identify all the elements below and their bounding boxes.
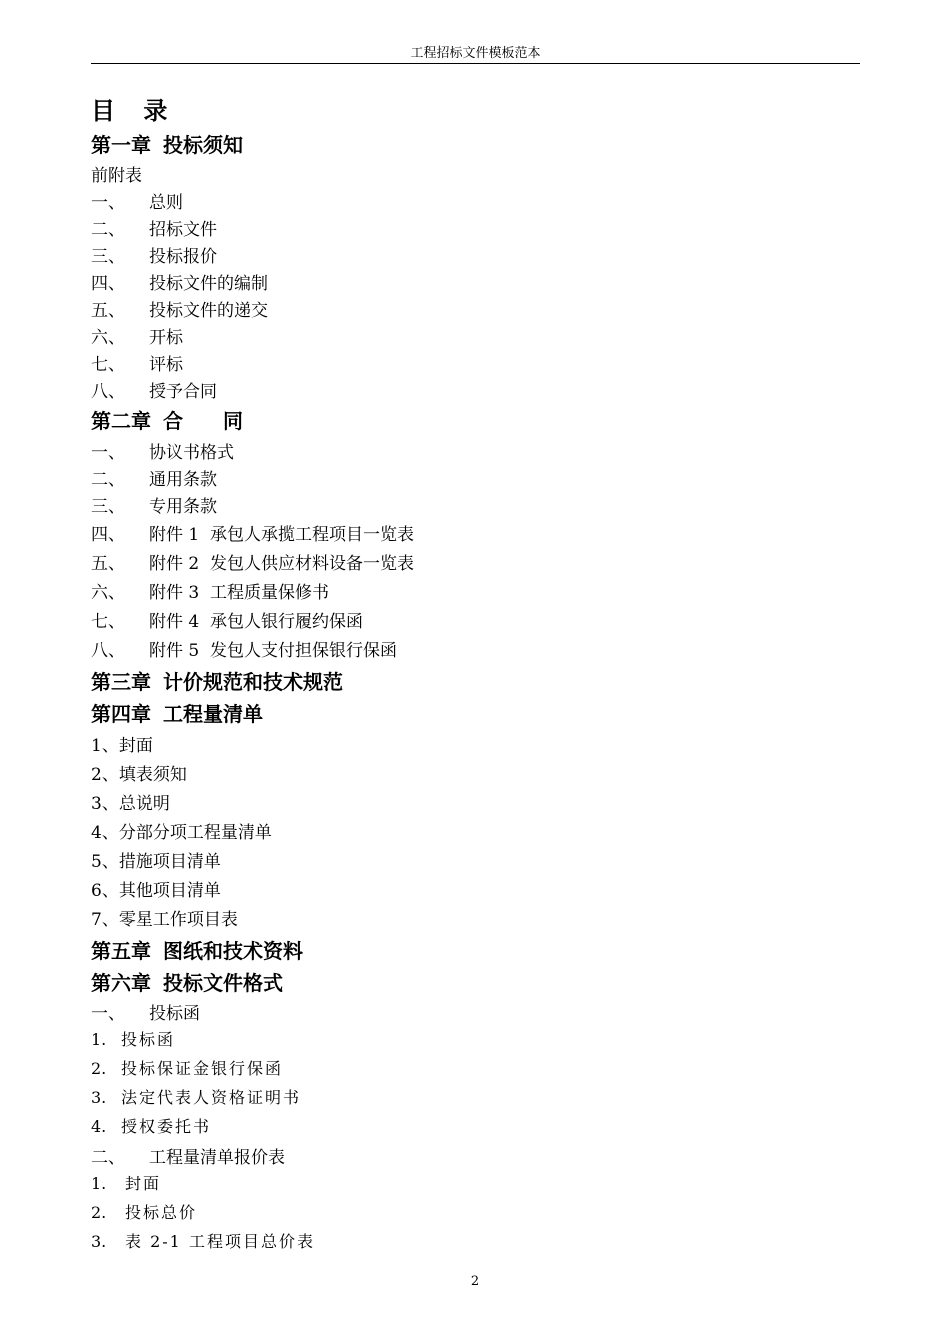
toc-item[interactable]: 7、零星工作项目表 (91, 910, 238, 930)
toc-subitem[interactable]: 3. 表 2-1 工程项目总价表 (91, 1232, 315, 1251)
page-header-title: 工程招标文件模板范本 (410, 46, 541, 61)
toc-item[interactable]: 四、 投标文件的编制 (91, 274, 268, 294)
toc-item[interactable]: 七、 评标 (91, 355, 183, 375)
toc-item[interactable]: 三、 投标报价 (91, 247, 217, 267)
toc-item[interactable]: 3、总说明 (91, 794, 170, 814)
toc-chapter-5[interactable] (91, 935, 303, 964)
toc-subitem[interactable]: 2. 投标总价 (91, 1203, 198, 1222)
chapter-label: 合 同 (163, 409, 243, 433)
chapter-number: 第四章 (91, 702, 151, 726)
page-number: 2 (470, 1274, 480, 1289)
toc-item[interactable]: 二、 招标文件 (91, 220, 217, 240)
toc-item[interactable]: 六、 开标 (91, 328, 183, 348)
toc-section[interactable]: 二、 工程量清单报价表 (91, 1148, 285, 1168)
toc-chapter-4[interactable] (91, 698, 263, 727)
toc-item[interactable]: 1、封面 (91, 736, 153, 756)
toc-item[interactable]: 七、 附件 4 承包人银行履约保函 (91, 612, 364, 632)
toc-subitem[interactable]: 1. 投标函 (91, 1030, 176, 1049)
chapter-label: 工程量清单 (163, 702, 263, 726)
chapter-label: 投标须知 (163, 133, 243, 157)
toc-chapter-3[interactable] (91, 666, 343, 695)
toc-item[interactable]: 一、 总则 (91, 193, 183, 213)
toc-item[interactable]: 五、 附件 2 发包人供应材料设备一览表 (91, 554, 415, 574)
toc-item[interactable]: 六、 附件 3 工程质量保修书 (91, 583, 330, 603)
toc-subitem[interactable]: 1. 封面 (91, 1174, 162, 1193)
toc-chapter-6[interactable] (91, 967, 283, 996)
chapter-label: 投标文件格式 (163, 971, 283, 995)
toc-subitem[interactable]: 2. 投标保证金银行保函 (91, 1059, 284, 1078)
toc-item[interactable]: 八、 附件 5 发包人支付担保银行保函 (91, 641, 398, 661)
toc-item[interactable]: 一、 协议书格式 (91, 443, 234, 463)
toc-item-preface[interactable]: 前附表 (91, 166, 142, 186)
toc-chapter-1[interactable] (91, 129, 243, 158)
toc-item[interactable]: 二、 通用条款 (91, 470, 217, 490)
chapter-label: 计价规范和技术规范 (163, 670, 343, 694)
toc-item[interactable]: 五、 投标文件的递交 (91, 301, 268, 321)
toc-item[interactable]: 6、其他项目清单 (91, 881, 221, 901)
toc-subitem[interactable]: 4. 授权委托书 (91, 1117, 212, 1136)
toc-item[interactable]: 2、填表须知 (91, 765, 187, 785)
toc-item[interactable]: 5、措施项目清单 (91, 852, 221, 872)
toc-chapter-2[interactable] (91, 405, 243, 434)
toc-item[interactable]: 三、 专用条款 (91, 497, 217, 517)
toc-subitem[interactable]: 3. 法定代表人资格证明书 (91, 1088, 302, 1107)
header-divider (91, 63, 860, 64)
toc-item[interactable]: 八、 授予合同 (91, 382, 217, 402)
chapter-label: 图纸和技术资料 (163, 939, 303, 963)
chapter-number: 第五章 (91, 939, 151, 963)
chapter-number: 第二章 (91, 409, 151, 433)
chapter-number: 第一章 (91, 133, 151, 157)
toc-title: 目 录 (91, 97, 178, 125)
chapter-number: 第三章 (91, 670, 151, 694)
toc-item[interactable]: 4、分部分项工程量清单 (91, 823, 272, 843)
toc-section[interactable]: 一、 投标函 (91, 1004, 200, 1024)
chapter-number: 第六章 (91, 971, 151, 995)
toc-item[interactable]: 四、 附件 1 承包人承揽工程项目一览表 (91, 525, 415, 545)
